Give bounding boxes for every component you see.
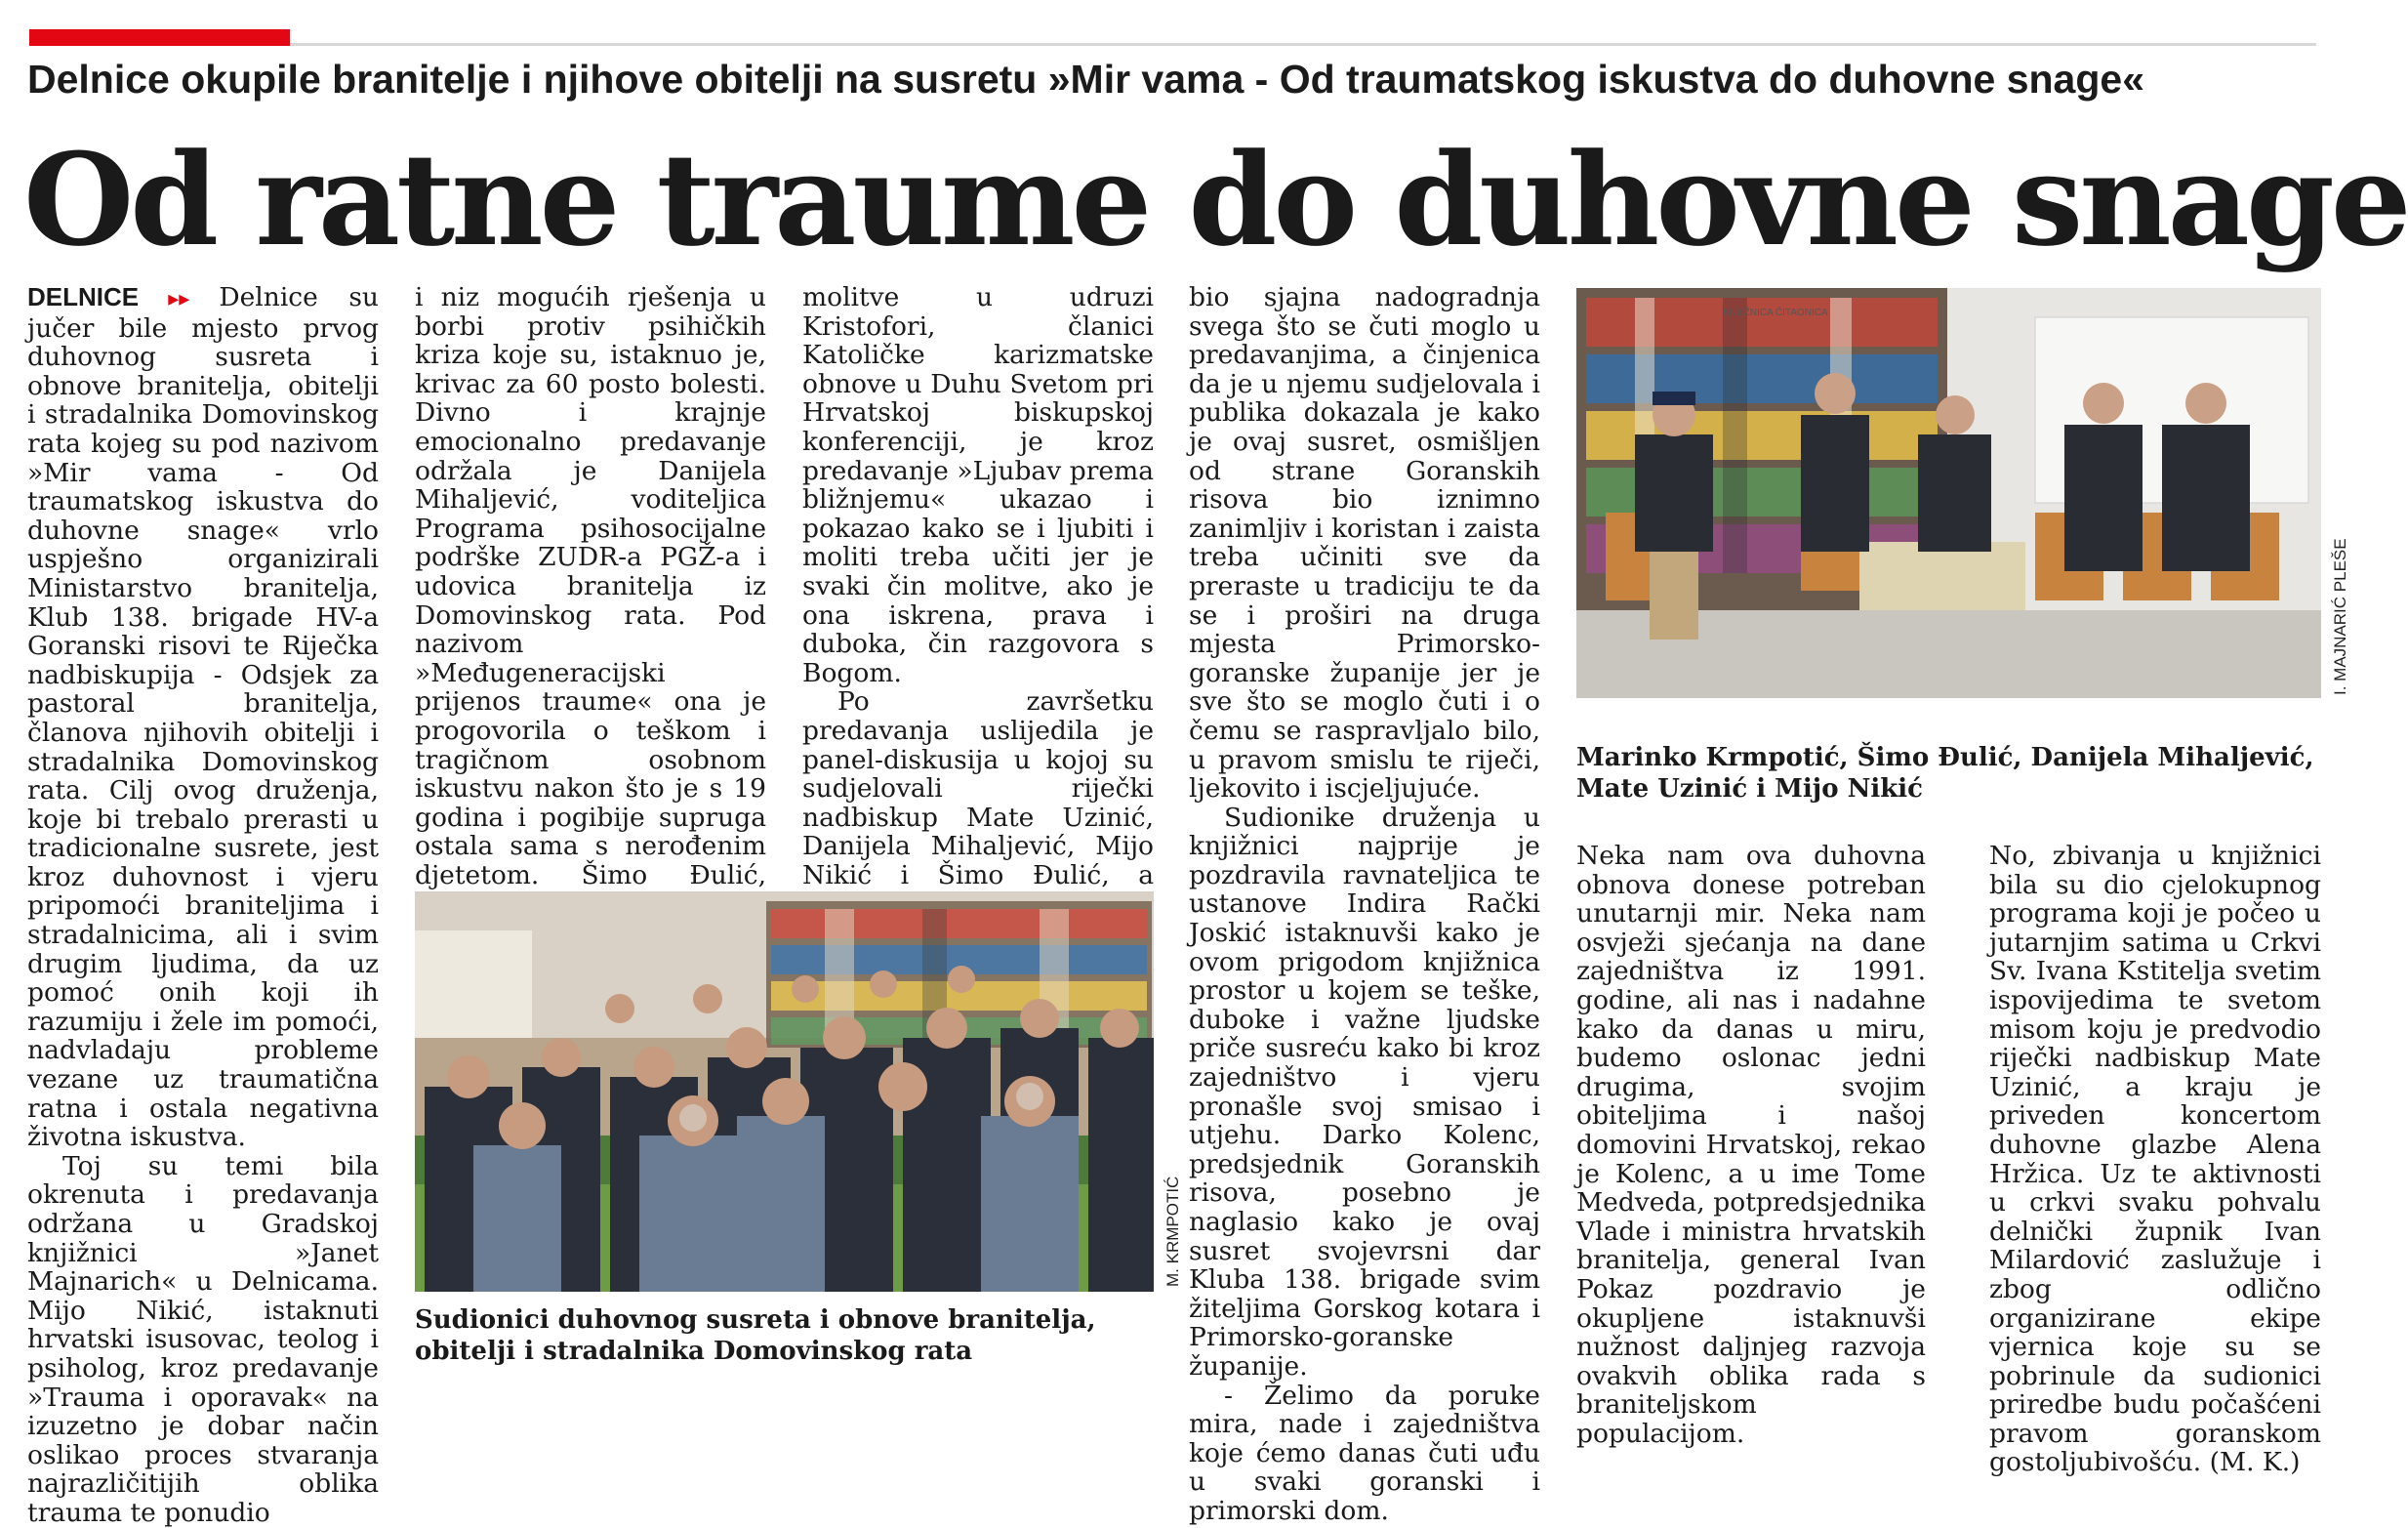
article-column-1 bbox=[27, 282, 379, 1528]
article-column-6 bbox=[1989, 841, 2321, 1478]
wall-sign-text: KNJIŽNICA ČITAONICA bbox=[1723, 308, 1828, 318]
article-column-5 bbox=[1576, 841, 1926, 1449]
paragraph: Delnice su jučer bile mjesto prvog duhovnog susreta i obnove branitelja, obitelji i stradalnika Domovinskog rata kojeg su pod nazivom »Mir vama - Od traumatskog iskustva do duhovne snage« vrlo uspješno organizirali Ministarstvo branitelja, Klub 138. brigade HV-a Goranski risovi te Riječka nadbiskupija - Odsjek za pastoral branitelja, članova njihovih obitelji i stradalnika Domovinskog rata. Cilj ovog druženja, koje bi trebalo prerasti u tradicionalne susrete, jest kroz duhovnost i vjeru pripomoći braniteljima i stradalnicima, ali i svim drugim ljudima, da uz pomoć onih koji ih razumiju i žele im pomoći, nadvladaju probleme vezane uz traumatična ratna i ostala negativna životna iskustva. bbox=[27, 282, 379, 1153]
paragraph: Sudionike druženja u knjižnici najprije je pozdravila ravnateljica te ustanove Indira Rački Joskić istaknuvši kako je ovom prigodom knjižnica prostor u kojem se teške, duboke i važne ljudske priče susreću kako bi kroz zajedništvo i vjeru pronašle svoj smisao i utjehu. Darko Kolenc, predsjednik Goranskih risova, posebno je naglasio kako je ovaj susret svojevrsni dar Kluba 138. brigade svim žiteljima Gorskog kotara i Primorsko-goranske županije. bbox=[1189, 802, 1540, 1382]
paragraph: bio sjajna nadogradnja svega što se čuti moglo u predavanjima, a činjenica da je u njemu sudjelovala i publika dokazala je kako je ovaj susret, osmišljen od strane Goranskih risova bio iznimno zanimljiv i koristan i zaista treba učiniti sve da preraste u tradiciju te da se i proširi na druga mjesta Primorsko-goranske županije jer je sve što se moglo čuti i o čemu se raspravljalo bilo, u pravom smislu te riječi, ljekovito i iscjeljujuće. bbox=[1189, 282, 1540, 805]
panel-photo-caption: Marinko Krmpotić, Šimo Đulić, Danijela Mihaljević, Mate Uzinić i Mijo Nikić bbox=[1576, 743, 2314, 804]
panel-photo bbox=[1576, 288, 2321, 698]
paragraph: i niz mogućih rješenja u borbi protiv psihičkih kriza koje su, istaknuo je, krivac za 60 posto bolesti. Divno i krajnje emocionalno predavanje održala je Danijela Mihaljević, voditeljica Programa psihosocijalne podrške ZUDR-a PGŽ-a i udovica branitelja iz Domovinskog rata. Pod nazivom »Međugeneracijski prijenos traume« ona je progovorila o teškom i tragičnom osobnom iskustvu nakon što je s 19 godina i pogibije supruga ostala sama s nerođenim djetetom. Šimo Đulić, bbox=[415, 282, 766, 890]
audience-photo-credit: M. KRMPOTIĆ bbox=[1163, 1176, 1182, 1287]
paragraph: - Želimo da poruke mira, nade i zajedništva koje ćemo danas čuti uđu u svaki goranski i primorski dom. bbox=[1189, 1380, 1540, 1526]
article-column-3 bbox=[802, 282, 1154, 890]
panel-photo-credit: I. MAJNARIĆ PLEŠE bbox=[2331, 538, 2349, 695]
audience-photo-caption: Sudionici duhovnog susreta i obnove branitelja, obitelji i stradalnika Domovinskog rata bbox=[415, 1305, 1096, 1366]
paragraph: Po završetku predavanja uslijedila je panel-diskusija u kojoj su sudjelovali riječki nadbiskup Mate Uzinić, Danijela Mihaljević, Mijo Nikić i Šimo Đulić, a bbox=[802, 686, 1154, 890]
dateline-arrows-icon: ▸▸ bbox=[139, 287, 220, 311]
audience-photo bbox=[415, 891, 1154, 1292]
section-accent-bar bbox=[29, 29, 290, 46]
paragraph: molitve u udruzi Kristofori, članici Katoličke karizmatske obnove u Duhu Svetom pri Hrvatskoj biskupskoj konferenciji, je kroz predavanje »Ljubav prema bližnjemu« ukazao i pokazao kako se i ljubiti i moliti treba učiti jer je svaki čin molitve, ako je ona iskrena, prava i duboka, čin razgovora s Bogom. bbox=[802, 282, 1154, 688]
article-column-4 bbox=[1189, 282, 1540, 1526]
dateline: DELNICE bbox=[27, 282, 140, 311]
paragraph: Neka nam ova duhovna obnova donese potreban unutarnji mir. Neka nam osvježi sjećanja na dane zajedništva iz 1991. godine, ali nas i nadahne kako da danas u miru, budemo oslonac jedni drugima, svojim obiteljima i našoj domovini Hrvatskoj, rekao je Kolenc, a u ime Tome Medveda, potpredsjednika Vlade i ministra hrvatskih branitelja, general Ivan Pokaz pozdravio je okupljene istaknuvši nužnost daljnjeg razvoja ovakvih oblika rada s braniteljskom populacijom. bbox=[1576, 841, 1926, 1449]
article-column-2 bbox=[415, 282, 766, 890]
top-rule bbox=[290, 43, 2316, 46]
article-headline: Od ratne traume do duhovne snage bbox=[23, 125, 2408, 274]
article-kicker: Delnice okupile branitelje i njihove obitelji na susretu »Mir vama - Od traumatskog iskustva do duhovne snage« bbox=[27, 57, 2144, 102]
paragraph: Toj su temi bila okrenuta i predavanja održana u Gradskoj knjižnici »Janet Majnarich« u Delnicama. Mijo Nikić, istaknuti hrvatski isusovac, teolog i psiholog, kroz predavanje »Trauma i oporavak« na izuzetno je dobar način oslikao proces stvaranja najrazličitijih oblika trauma te ponudio bbox=[27, 1150, 379, 1528]
paragraph: No, zbivanja u knjižnici bila su dio cjelokupnog programa koji je počeo u jutarnjim satima u Crkvi Sv. Ivana Kstitelja svetim ispovijedima te svetom misom koju je predvodio riječki nadbiskup Mate Uzinić, a kraju je priveden koncertom duhovne glazbe Alena Hržica. Uz te aktivnosti u crkvi svaku pohvalu delnički župnik Ivan Milardović zaslužuje i zbog odlično organizirane ekipe vjernica koje su se pobrinule da sudionici priredbe budu počašćeni pravom goranskom gostoljubivošću. (M. K.) bbox=[1989, 841, 2321, 1478]
